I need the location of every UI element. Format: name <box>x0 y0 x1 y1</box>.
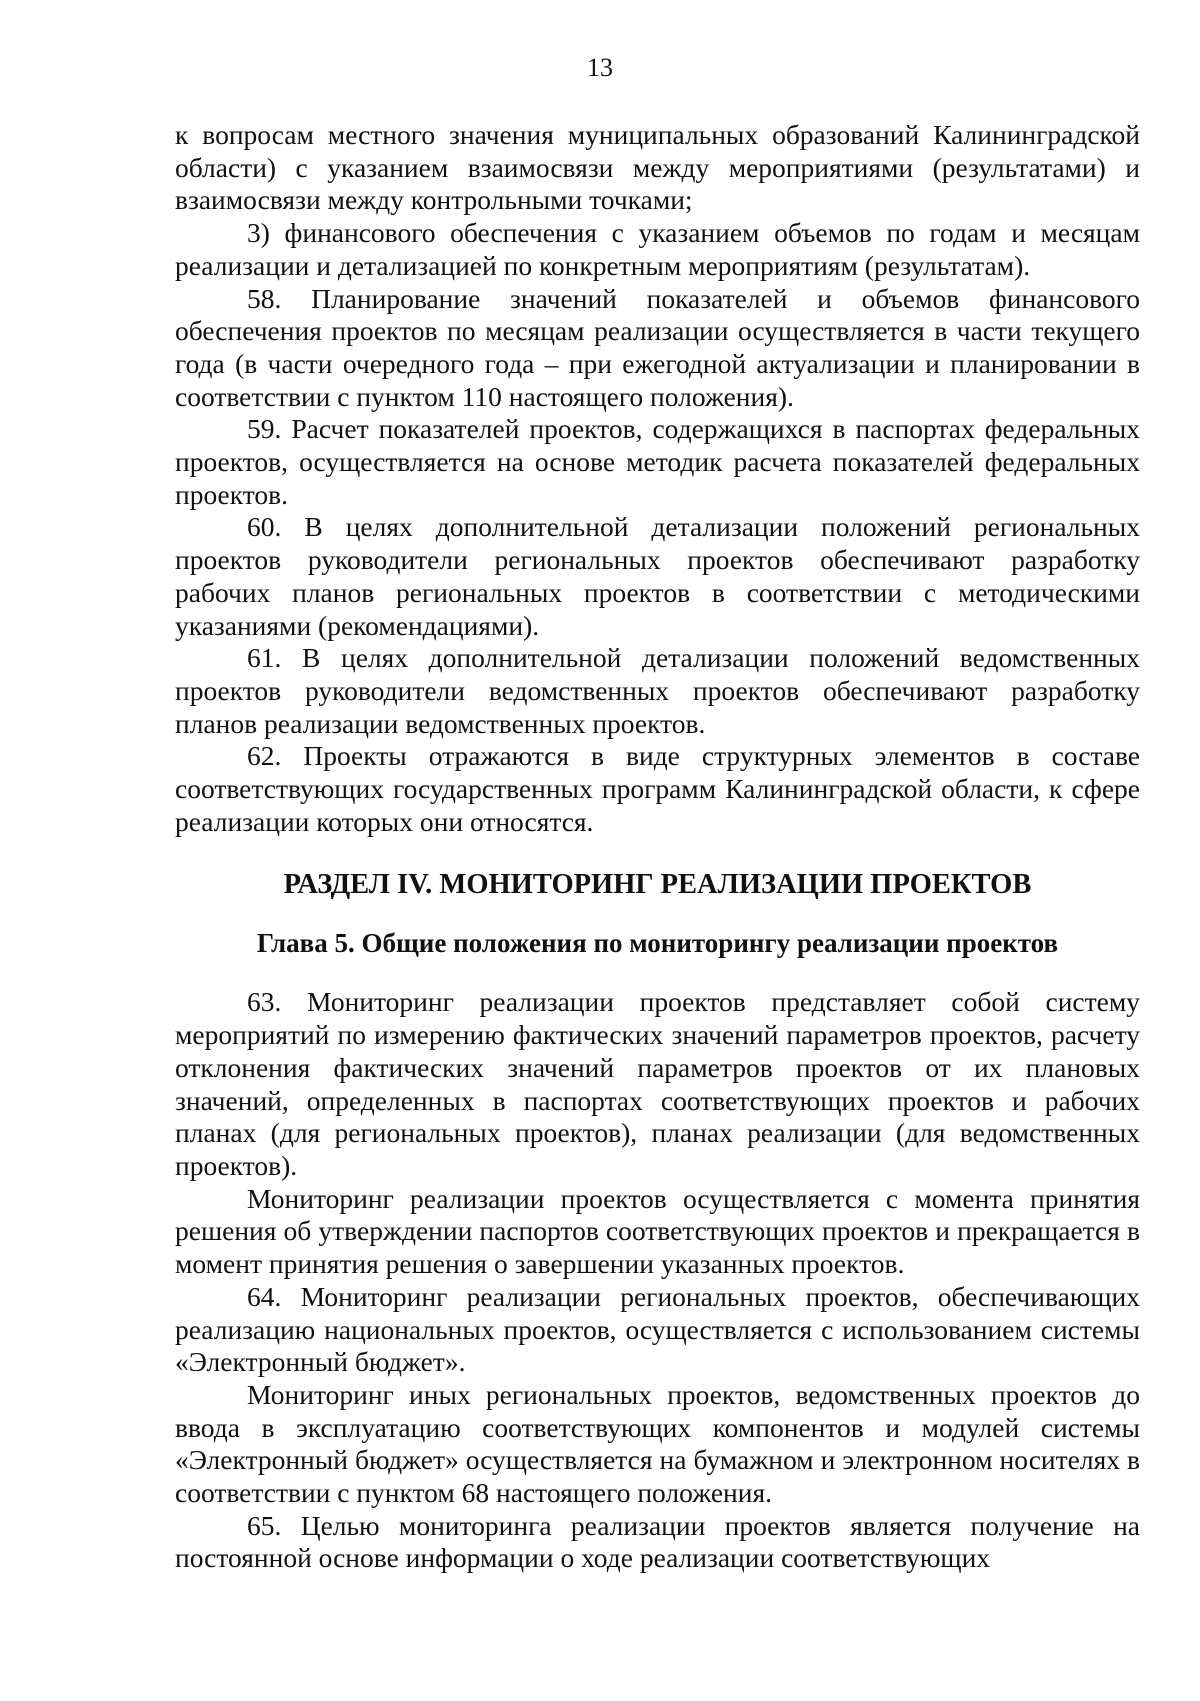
document-body <box>175 119 1140 1575</box>
paragraph-61: 61. В целях дополнительной детализации положений ведомственных проектов руководители ведомственных проектов обеспечивают разработку планов реализации ведомственных проектов. <box>175 642 1140 739</box>
paragraph-62: 62. Проекты отражаются в виде структурных элементов в составе соответствующих государственных программ Калининградской области, к сфере реализации которых они относятся. <box>175 740 1140 837</box>
paragraph-63-second: Мониторинг реализации проектов осуществляется с момента принятия решения об утверждении паспортов соответствующих проектов и прекращается в момент принятия решения о завершении указанных проектов. <box>175 1182 1140 1280</box>
paragraph-63: 63. Мониторинг реализации проектов представляет собой систему мероприятий по измерению фактических значений параметров проектов, расчету отклонения фактических значений параметров проектов от их плановых значений, определенных в паспортах соответствующих проектов и рабочих планах (для региональных проектов), планах реализации (для ведомственных проектов). <box>175 986 1140 1181</box>
paragraph-60: 60. В целях дополнительной детализации положений региональных проектов руководители региональных проектов обеспечивают разработку рабочих планов региональных проектов в соответствии с методическими указаниями (рекомендациями). <box>175 511 1140 641</box>
section-heading: РАЗДЕЛ IV. МОНИТОРИНГ РЕАЛИЗАЦИИ ПРОЕКТОВ <box>283 869 1032 901</box>
chapter-heading: Глава 5. Общие положения по мониторингу реализации проектов <box>256 928 1059 959</box>
paragraph-65: 65. Целью мониторинга реализации проектов является получение на постоянной основе информации о ходе реализации соответствующих <box>175 1509 1140 1574</box>
paragraph-59: 59. Расчет показателей проектов, содержащихся в паспортах федеральных проектов, осуществляется на основе методик расчета показателей федеральных проектов. <box>175 413 1140 510</box>
paragraph-64: 64. Мониторинг реализации региональных проектов, обеспечивающих реализацию национальных проектов, осуществляется с использованием системы «Электронный бюджет». <box>175 1280 1140 1378</box>
paragraph-58: 58. Планирование значений показателей и объемов финансового обеспечения проектов по месяцам реализации осуществляется в части текущего года (в части очередного года – при ежегодной актуализации и планировании в соответствии с пунктом 110 настоящего положения). <box>175 282 1140 412</box>
page-number: 13 <box>587 53 613 82</box>
paragraph-item-3: 3) финансового обеспечения с указанием объемов по годам и месяцам реализации и детализацией по конкретным мероприятиям (результатам). <box>175 217 1140 281</box>
paragraph-64-second: Мониторинг иных региональных проектов, ведомственных проектов до ввода в эксплуатацию соответствующих компонентов и модулей системы «Электронный бюджет» осуществляется на бумажном и электронном носителях в соответствии с пунктом 68 настоящего положения. <box>175 1378 1140 1509</box>
paragraph-continuation: к вопросам местного значения муниципальных образований Калининградской области) с указанием взаимосвязи между мероприятиями (результатами) и взаимосвязи между контрольными точками; <box>175 119 1140 216</box>
